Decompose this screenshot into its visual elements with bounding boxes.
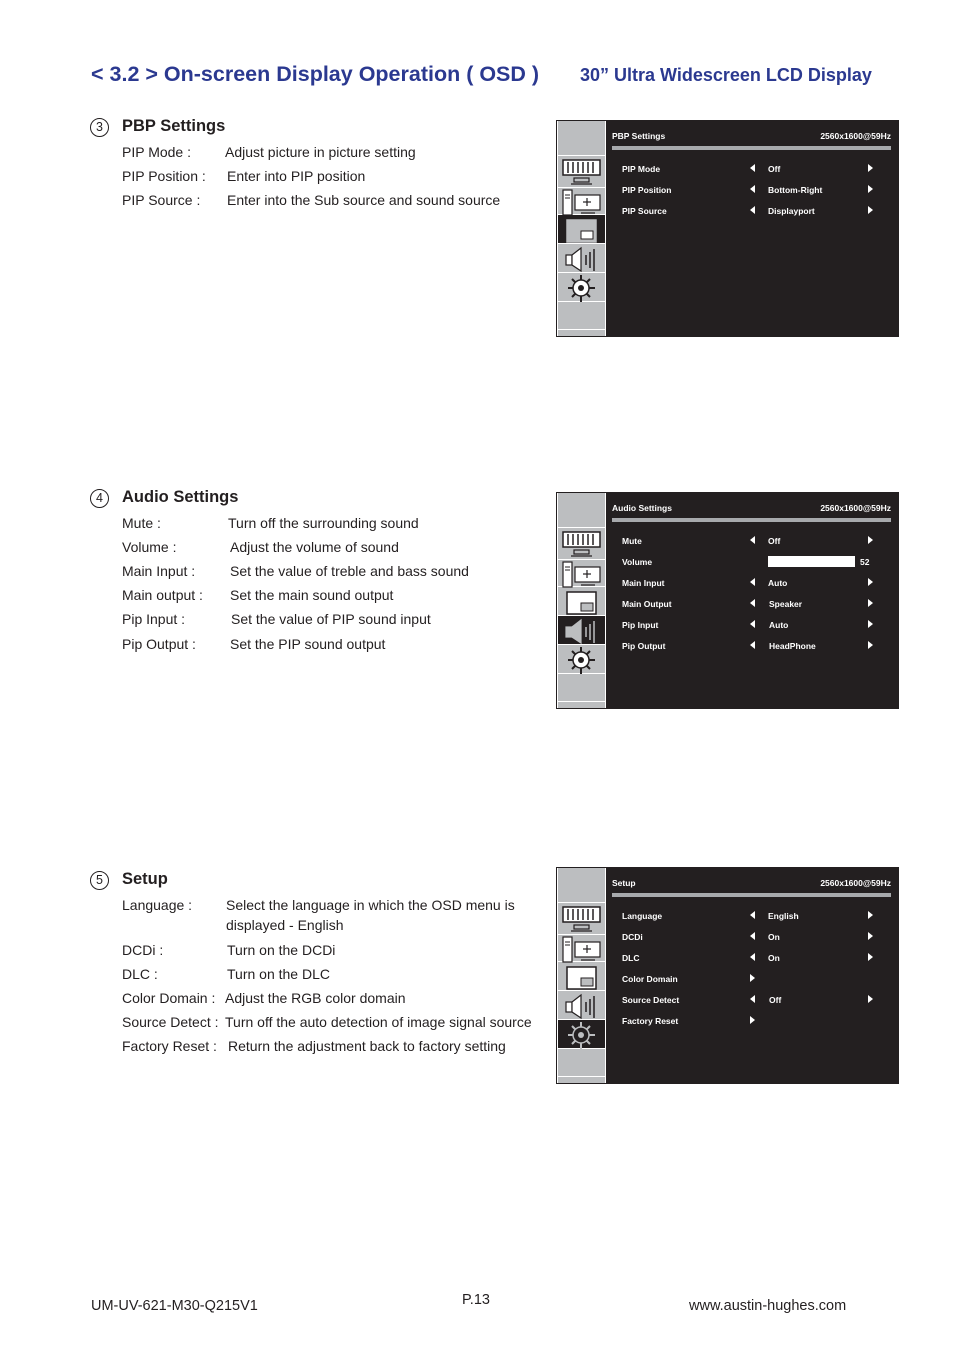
website-link[interactable]: www.austin-hughes.com xyxy=(689,1298,847,1314)
osd-item-main-input[interactable]: Main Input xyxy=(622,578,665,588)
setting-description: Enter into the Sub source and sound source xyxy=(227,192,501,208)
osd-divider xyxy=(612,893,891,897)
osd-item-pip-mode[interactable]: PIP Mode xyxy=(622,164,661,174)
arrow-right-icon[interactable] xyxy=(868,995,873,1003)
picture-icon xyxy=(559,529,604,560)
picture-icon xyxy=(559,157,604,188)
setting-description: Turn on the DLC xyxy=(227,966,330,982)
osd-screenshot-audio xyxy=(556,492,899,709)
input-source-icon xyxy=(559,934,604,965)
arrow-right-icon[interactable] xyxy=(868,911,873,919)
setting-description: Adjust picture in picture setting xyxy=(225,144,416,160)
product-name: 30” Ultra Widescreen LCD Display xyxy=(580,65,872,85)
osd-item-value: On xyxy=(768,932,780,942)
setting-description: Turn on the DCDi xyxy=(227,942,336,958)
osd-menu-title: Setup xyxy=(612,878,636,888)
setting-name: Pip Output : xyxy=(122,636,196,652)
setting-description: displayed - English xyxy=(226,917,344,933)
osd-item-value: Bottom-Right xyxy=(768,185,823,195)
osd-item-language[interactable]: Language xyxy=(622,911,663,921)
osd-item-color-domain[interactable]: Color Domain xyxy=(622,974,678,984)
arrow-left-icon[interactable] xyxy=(750,911,755,919)
osd-menu-title: Audio Settings xyxy=(612,503,672,513)
input-source-icon xyxy=(559,187,604,218)
osd-menu-title: PBP Settings xyxy=(612,131,666,141)
arrow-right-icon[interactable] xyxy=(868,578,873,586)
pip-icon xyxy=(559,216,604,247)
setting-name: Factory Reset : xyxy=(122,1038,217,1054)
arrow-left-icon[interactable] xyxy=(750,206,755,214)
gear-icon xyxy=(559,273,604,304)
picture-icon xyxy=(559,904,604,935)
setting-name: Color Domain : xyxy=(122,990,216,1006)
arrow-left-icon[interactable] xyxy=(750,578,755,586)
osd-divider xyxy=(612,518,891,522)
arrow-right-icon[interactable] xyxy=(750,974,755,982)
arrow-right-icon[interactable] xyxy=(868,641,873,649)
osd-item-mute[interactable]: Mute xyxy=(622,536,642,546)
osd-divider xyxy=(612,146,891,150)
osd-item-source-detect[interactable]: Source Detect xyxy=(622,995,680,1005)
osd-resolution: 2560x1600@59Hz xyxy=(820,503,891,513)
arrow-right-icon[interactable] xyxy=(868,536,873,544)
setting-description: Adjust the RGB color domain xyxy=(225,990,406,1006)
osd-resolution: 2560x1600@59Hz xyxy=(820,878,891,888)
osd-item-value: Auto xyxy=(769,620,789,630)
setting-description: Return the adjustment back to factory setting xyxy=(228,1038,506,1054)
document-code: UM-UV-621-M30-Q215V1 xyxy=(91,1298,258,1314)
arrow-right-icon[interactable] xyxy=(750,1016,755,1024)
osd-item-value: HeadPhone xyxy=(769,641,816,651)
osd-resolution: 2560x1600@59Hz xyxy=(820,131,891,141)
section-title: Audio Settings xyxy=(122,488,239,506)
arrow-right-icon[interactable] xyxy=(868,599,873,607)
section-title: PBP Settings xyxy=(122,117,226,135)
setting-description: Adjust the volume of sound xyxy=(230,539,399,555)
speaker-icon xyxy=(559,991,604,1022)
arrow-left-icon[interactable] xyxy=(750,164,755,172)
pip-icon xyxy=(559,963,604,994)
setting-name: Language : xyxy=(122,897,193,913)
section-number: 4 xyxy=(90,489,109,508)
arrow-right-icon[interactable] xyxy=(868,620,873,628)
volume-slider-fill xyxy=(769,557,854,566)
arrow-left-icon[interactable] xyxy=(750,536,755,544)
osd-item-value: Off xyxy=(769,995,782,1005)
arrow-left-icon[interactable] xyxy=(750,599,755,607)
arrow-left-icon[interactable] xyxy=(750,953,755,961)
setting-name: DLC : xyxy=(122,966,158,982)
osd-item-value: Auto xyxy=(768,578,788,588)
setting-name: Volume : xyxy=(122,539,177,555)
arrow-right-icon[interactable] xyxy=(868,164,873,172)
page-title: < 3.2 > On-screen Display Operation ( OSD ) xyxy=(91,62,540,86)
osd-sidebar xyxy=(557,493,606,708)
osd-item-value: Displayport xyxy=(768,206,815,216)
osd-item-pip-position[interactable]: PIP Position xyxy=(622,185,672,195)
setting-description: Set the value of PIP sound input xyxy=(231,611,431,627)
setting-name: PIP Mode : xyxy=(122,144,192,160)
setting-name: PIP Position : xyxy=(122,168,206,184)
volume-value: 52 xyxy=(860,557,870,567)
speaker-icon xyxy=(559,616,604,647)
arrow-left-icon[interactable] xyxy=(750,185,755,193)
osd-item-value: On xyxy=(768,953,780,963)
pip-icon xyxy=(559,588,604,619)
setting-name: DCDi : xyxy=(122,942,164,958)
arrow-left-icon[interactable] xyxy=(750,995,755,1003)
osd-item-value: Off xyxy=(768,164,781,174)
setting-description: Turn off the surrounding sound xyxy=(228,515,419,531)
setting-name: PIP Source : xyxy=(122,192,201,208)
arrow-left-icon[interactable] xyxy=(750,641,755,649)
volume-slider[interactable] xyxy=(768,556,855,567)
osd-sidebar xyxy=(557,121,606,336)
arrow-left-icon[interactable] xyxy=(750,932,755,940)
gear-icon xyxy=(559,645,604,676)
page-number: P.13 xyxy=(462,1292,490,1308)
osd-item-pip-source[interactable]: PIP Source xyxy=(622,206,667,216)
setting-description: Select the language in which the OSD menu is xyxy=(226,897,515,913)
gear-icon xyxy=(559,1020,604,1051)
speaker-icon xyxy=(559,244,604,275)
section-title: Setup xyxy=(122,870,168,888)
osd-item-pip-input[interactable]: Pip Input xyxy=(622,620,659,630)
arrow-left-icon[interactable] xyxy=(750,620,755,628)
osd-item-volume[interactable]: Volume xyxy=(622,557,653,567)
osd-item-pip-output[interactable]: Pip Output xyxy=(622,641,666,651)
setting-name: Mute : xyxy=(122,515,161,531)
setting-description: Set the value of treble and bass sound xyxy=(230,563,469,579)
setting-name: Main Input : xyxy=(122,563,196,579)
section-number: 5 xyxy=(90,871,109,890)
osd-screenshot-setup xyxy=(556,867,899,1084)
setting-description: Set the main sound output xyxy=(230,587,394,603)
arrow-right-icon[interactable] xyxy=(868,206,873,214)
osd-item-main-output[interactable]: Main Output xyxy=(622,599,672,609)
arrow-right-icon[interactable] xyxy=(868,953,873,961)
setting-description: Set the PIP sound output xyxy=(230,636,386,652)
osd-screenshot-pbp xyxy=(556,120,899,337)
section-number: 3 xyxy=(90,118,109,137)
setting-description: Enter into PIP position xyxy=(227,168,366,184)
osd-item-dcdi[interactable]: DCDi xyxy=(622,932,643,942)
arrow-right-icon[interactable] xyxy=(868,185,873,193)
osd-item-value: English xyxy=(768,911,799,921)
osd-item-value: Speaker xyxy=(769,599,803,609)
setting-name: Main output : xyxy=(122,587,203,603)
osd-item-dlc[interactable]: DLC xyxy=(622,953,640,963)
arrow-right-icon[interactable] xyxy=(868,932,873,940)
osd-item-factory-reset[interactable]: Factory Reset xyxy=(622,1016,679,1026)
setting-name: Source Detect : xyxy=(122,1014,219,1030)
setting-name: Pip Input : xyxy=(122,611,186,627)
input-source-icon xyxy=(559,559,604,590)
osd-sidebar xyxy=(557,868,606,1083)
osd-item-value: Off xyxy=(768,536,781,546)
setting-description: Turn off the auto detection of image signal source xyxy=(225,1014,532,1030)
